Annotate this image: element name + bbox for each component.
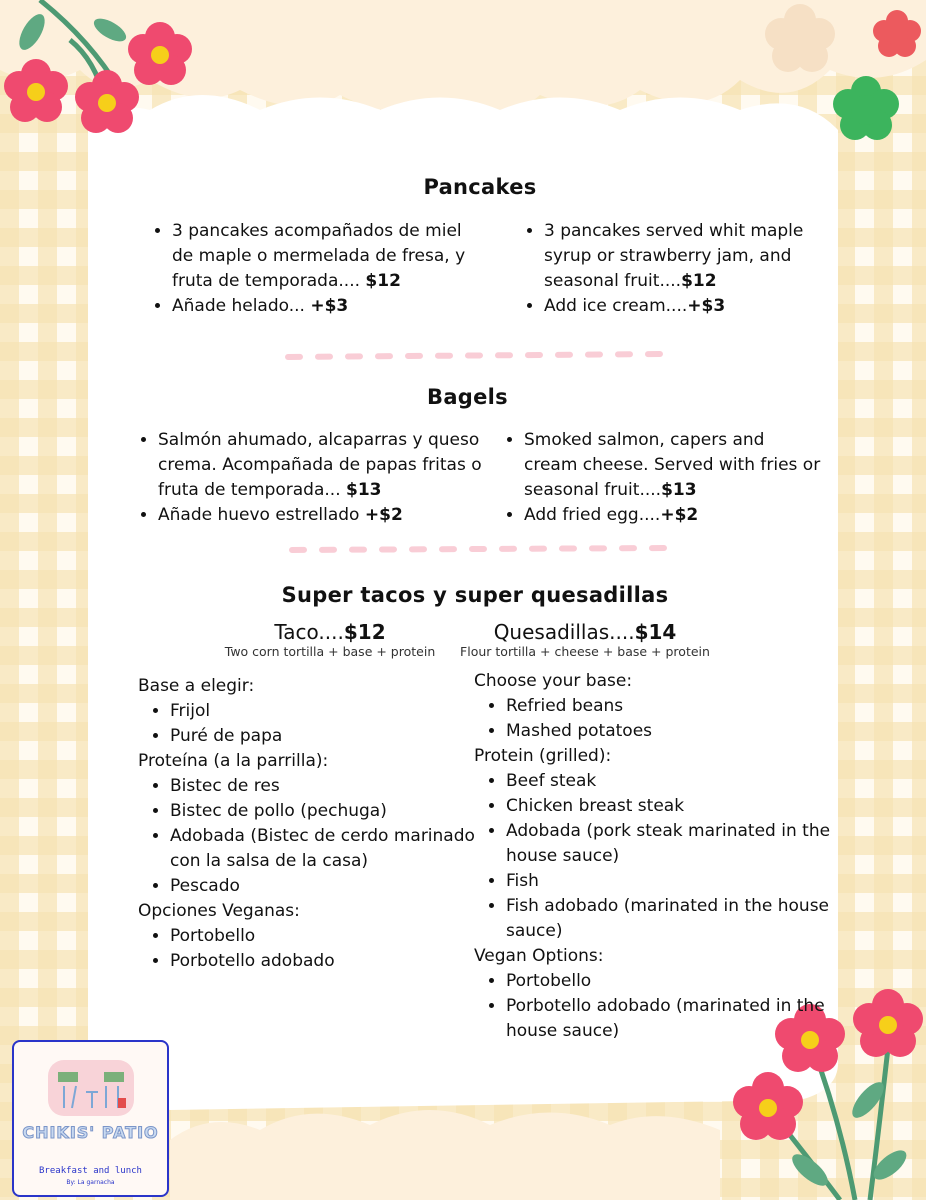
list-item: • Fish [506,869,834,894]
list-item: • Puré de papa [170,724,478,749]
taco-protein-label: Proteína (a la parrilla): [138,751,329,771]
quesadilla-base-label: Choose your base: [474,671,633,691]
taco-base-list [138,699,478,749]
pancakes-es-list-container [140,219,470,319]
taco-header [200,620,460,659]
bagels-es-list-container [126,428,486,528]
list-item: • Porbotello adobado [170,949,478,974]
taco-description: Two corn tortilla + base + protein [224,644,436,659]
taco-vegan-label: Opciones Veganas: [138,901,300,921]
quesadilla-protein-list [474,769,834,944]
quesadilla-price-heading: Quesadillas....$14 [493,620,677,644]
list-item: • 3 pancakes served whit maple syrup or strawberry jam, and seasonal fruit....$12 [544,219,812,294]
list-item: • Portobello [170,924,478,949]
patio-illustration-icon [14,1046,167,1126]
quesadilla-description: Flour tortilla + cheese + base + protein [460,644,710,659]
list-item: • Bistec de pollo (pechuga) [170,799,478,824]
taco-price-heading: Taco....$12 [274,620,386,644]
list-item: • Salmón ahumado, alcaparras y queso crema. Acompañada de papas fritas o fruta de temporada... $13 [158,428,486,503]
section-title-pancakes: Pancakes [423,175,537,199]
section-title-tacos: Super tacos y super quesadillas [281,583,669,607]
section-title-bagels: Bagels [427,385,508,409]
restaurant-logo [12,1040,169,1197]
list-item: • Adobada (Bistec de cerdo marinado con la salsa de la casa) [170,824,478,874]
list-item: • Frijol [170,699,478,724]
quesadilla-protein-label: Protein (grilled): [474,746,612,766]
taco-options [138,674,478,974]
list-item: • Adobada (pork steak marinated in the house sauce) [506,819,834,869]
quesadilla-base-list [474,694,834,744]
list-item: • Portobello [506,969,834,994]
taco-vegan-list [138,924,478,974]
list-item: • 3 pancakes acompañados de miel de maple o mermelada de fresa, y fruta de temporada.... $12 [172,219,470,294]
quesadilla-vegan-list [474,969,834,1044]
list-item: • Beef steak [506,769,834,794]
list-item: • Add ice cream....+$3 [544,294,812,319]
pancakes-en-list [512,219,812,319]
quesadilla-vegan-label: Vegan Options: [474,946,604,966]
list-item: • Refried beans [506,694,834,719]
logo-tagline: Breakfast and lunch [39,1166,142,1176]
list-item: • Porbotello adobado (marinated in the house sauce) [506,994,834,1044]
list-item: • Mashed potatoes [506,719,834,744]
list-item: • Add fried egg....+$2 [524,503,822,528]
bagels-en-list-container [492,428,822,528]
bagels-es-list [126,428,486,528]
logo-name: CHIKIS' PATIO [22,1123,159,1142]
list-item: • Fish adobado (marinated in the house sauce) [506,894,834,944]
quesadilla-options [474,669,834,1044]
logo-byline: By: La garnacha [66,1179,115,1186]
list-item: • Bistec de res [170,774,478,799]
list-item: • Añade helado... +$3 [172,294,470,319]
list-item: • Pescado [170,874,478,899]
taco-protein-list [138,774,478,899]
pancakes-es-list [140,219,470,319]
list-item: • Smoked salmon, capers and cream cheese. Served with fries or seasonal fruit....$13 [524,428,822,503]
list-item: • Chicken breast steak [506,794,834,819]
bagels-en-list [492,428,822,528]
pancakes-en-list-container [512,219,812,319]
taco-base-label: Base a elegir: [138,676,255,696]
quesadilla-header [445,620,725,659]
list-item: • Añade huevo estrellado +$2 [158,503,486,528]
